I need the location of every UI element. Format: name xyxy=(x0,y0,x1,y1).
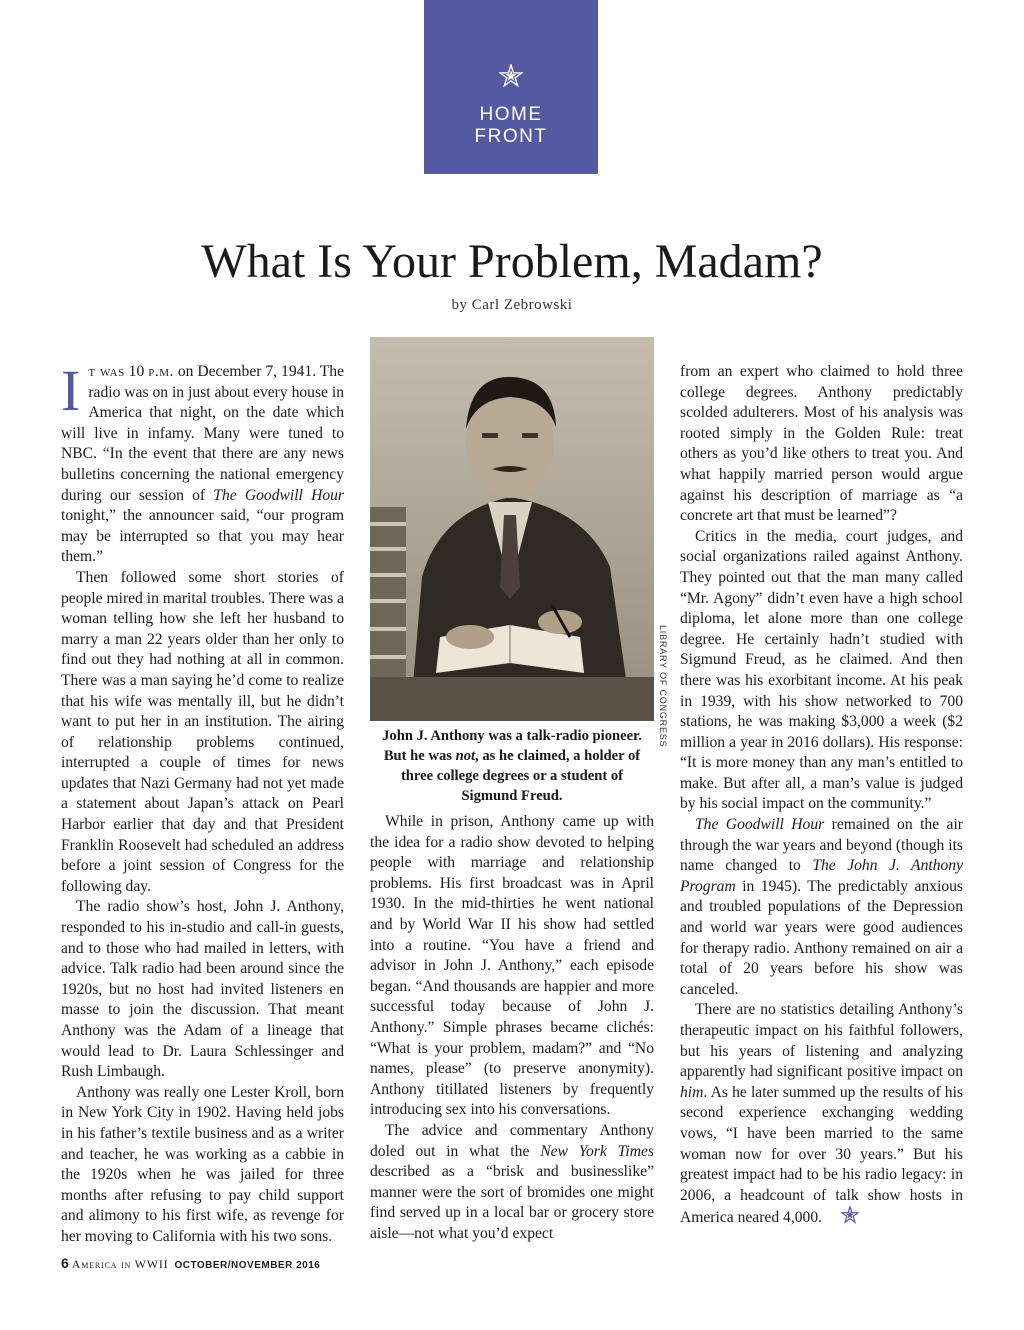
article-title: What Is Your Problem, Madam? xyxy=(201,235,823,288)
paragraph xyxy=(61,358,345,568)
section-tab xyxy=(424,0,598,174)
lead-in: t was xyxy=(88,363,125,380)
section-label-line1: HOME xyxy=(479,104,543,125)
paragraph: Critics in the media, court judges, and social organizations railed against Anthony. They pointed out that the man many called “Mr. Agony” didn’t even have a high school diploma, let alone more than one college degree. He certainly hadn’t studied with Sigmund Freud, as he claimed. And then there was his exorbitant income. At his peak in 1939, with his show networked to 700 stations, he was making $3,000 a week ($2 million a year in 2016 dollars). His response: “It is more money than any man’s entitled to make. But after all, a man’s value is judged by his social impact on the community.” xyxy=(680,527,963,813)
paragraph: from an expert who claimed to hold three college degrees. Anthony predictably scolded adulterers. Most of his analysis was rooted simply in the Golden Rule: treat others as you’d like others to treat you. And what happily married person would argue against his description of marriage as “a concrete art that must be learned”? xyxy=(680,363,963,525)
section-label-line2: FRONT xyxy=(474,126,548,147)
text-run: described as a “brisk and businesslike” manner were the sort of bromides one might find served up in a local bar or grocery store aisle—not what you’d expect xyxy=(370,1163,654,1242)
paragraph: Anthony was really one Lester Kroll, born in New York City in 1902. Having held jobs in his father’s textile business and as a writer and teacher, he was working as a cabbie in the 1920s when he was jailed for three months after refusing to pay child support and alimony to his first wife, as revenge for her moving to California with his two sons. xyxy=(61,1083,344,1245)
text-run: tonight,” the announcer said, “our program may be interrupted so that you may hear them.” xyxy=(61,507,344,566)
issue-date: OCTOBER/NOVEMBER 2016 xyxy=(174,1260,321,1271)
paragraph: The radio show’s host, John J. Anthony, responded to his in-studio and call-in guests, and to those who had mailed in letters, with advice. Talk radio had been around since the 1920s, but no host had invited listeners en masse to join the discussion. That meant Anthony was the Adam of a lineage that would lead to Dr. Laura Schlessinger and Rush Limbaugh. xyxy=(61,898,344,1081)
emphasis: not xyxy=(455,748,476,764)
article-byline: by Carl Zebrowski xyxy=(451,297,573,313)
text-run: , as he claimed, a holder of three college degrees or a student of Sigmund Freud. xyxy=(400,748,641,804)
paragraph: Then followed some short stories of people mired in marital troubles. There was a woman telling how she left her husband to marry a man 22 years older than her only to find out they had nothing at all in common. There was a man saying he’d come to realize that his wife was mentally ill, but he didn’t want to put her in an institution. The airing of relationship problems continued, interrupted a couple of times for news updates that Nazi Germany had not yet made a statement about Japan’s attack on Pearl Harbor earlier that day and that President Franklin Roosevelt had scheduled an address before a joint session of Congress for the following day. xyxy=(61,568,344,895)
drop-cap: I xyxy=(61,358,81,423)
show-name: The John J. Anthony Program xyxy=(680,857,964,895)
text-run: remained on the air through the war years and beyond (though its name changed to xyxy=(680,816,963,875)
publication-name: New York Times xyxy=(540,1142,654,1160)
photo-credit: LIBRARY OF CONGRESS xyxy=(658,625,668,748)
text-column-1 xyxy=(61,358,345,1248)
portrait-photo xyxy=(370,337,654,721)
page-number: 6 xyxy=(61,1255,69,1271)
photo-caption xyxy=(372,726,652,806)
star-icon xyxy=(424,64,598,92)
text-run: The advice and commentary Anthony doled out in what the xyxy=(370,1121,654,1160)
text-run: 10 xyxy=(124,363,149,380)
paragraph: While in prison, Anthony came up with the idea for a radio show devoted to helping people with marriage and relationship problems. His first broadcast was in April 1930. In the mid-thirties he went national and by World War II his show had settled into a routine. “You have a friend and advisor in John J. Anthony,” each episode began. “And thousands are happier and more successful today because of John J. Anthony.” Simple phrases became clichés: “What is your problem, madam?” and “No names, please” (to preserve anonymity). Anthony titillated listeners by frequently introducing sex into his conversations. xyxy=(370,813,654,1119)
text-run: in 1945). The predictably anxious and troubled populations of the Depression and world war years were good audiences for therapy radio. Anthony remained on air a total of 20 years before his show was canceled. xyxy=(680,877,963,998)
paragraph xyxy=(680,815,963,1000)
page-footer xyxy=(61,1255,320,1275)
text-column-2 xyxy=(370,812,654,1244)
end-star-icon xyxy=(826,1206,859,1231)
text-run: on December 7, 1941. The radio was on in just about every house in America that night, on the date which will live in infamy. Many were tuned to NBC. “In the event that there are any news bulletins concerning the national emergency during our session of xyxy=(61,363,345,504)
text-column-3 xyxy=(680,362,963,1231)
show-name: The Goodwill Hour xyxy=(213,486,344,504)
text-run: . As he later summed up the results of his second experience exchanging wedding vows, “I have been married to the same woman now for over 30 years.” But his greatest impact had to be his radio legacy: in 2006, a headcount of talk show hosts in America neared 4,000. xyxy=(680,1083,963,1227)
text-run: John J. Anthony was a talk-radio pioneer. But he was xyxy=(382,728,642,764)
text-run: p.m. xyxy=(148,363,174,380)
magazine-name: America in WWII xyxy=(71,1257,169,1271)
show-name: The Goodwill Hour xyxy=(695,816,825,834)
paragraph xyxy=(370,1121,654,1245)
emphasis: him xyxy=(680,1083,704,1101)
text-run: There are no statistics detailing Anthony’s therapeutic impact on his faithful followers, but his years of listening and analyzing apparently had significant positive impact on xyxy=(680,1001,963,1081)
paragraph xyxy=(680,1000,963,1231)
